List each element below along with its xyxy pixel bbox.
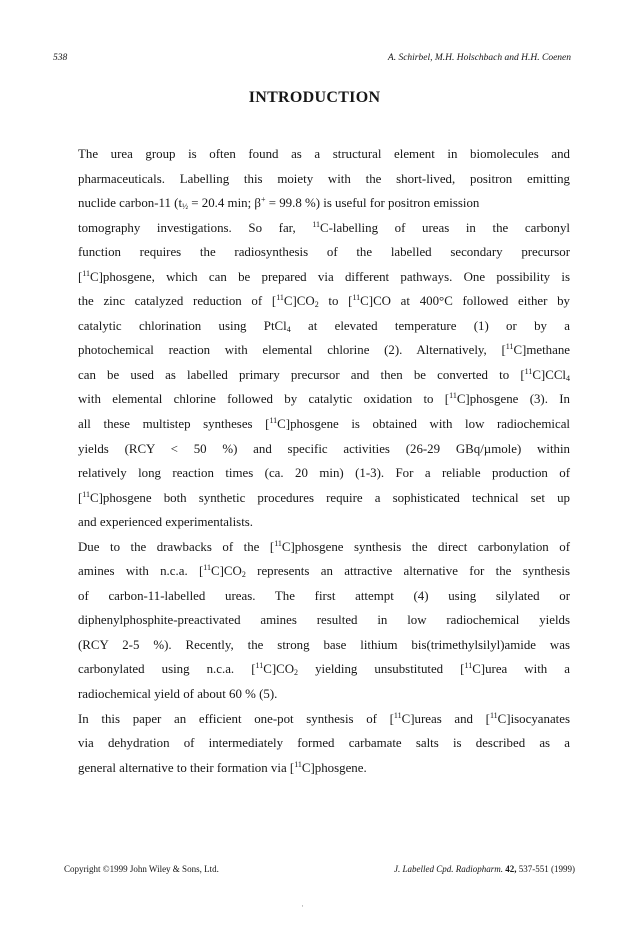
text-line — [78, 731, 570, 756]
text-run: = 20.4 min; β — [188, 196, 261, 211]
journal-name: J. Labelled Cpd. Radiopharm. — [394, 864, 503, 874]
text-run: C]phosgene, which can be prepared via different pathways. One possibility is — [90, 269, 570, 284]
text-run: tomography investigations. So far, — [78, 220, 313, 235]
text-run: C]methane — [513, 343, 570, 358]
text-run: (RCY 2-5 %). Recently, the strong base lithium bis(trimethylsilyl)amide was — [78, 637, 570, 652]
subscript: 4 — [566, 373, 570, 383]
superscript: 11 — [82, 489, 90, 499]
text-run: In this paper an efficient one-pot synthesis of [ — [78, 711, 394, 726]
text-run: C]phosgene is obtained with low radiochemical — [277, 417, 570, 432]
journal-pages: 537-551 (1999) — [518, 864, 575, 874]
text-line — [78, 363, 570, 388]
text-line — [78, 314, 570, 339]
text-line — [78, 584, 570, 609]
text-line — [78, 191, 570, 216]
text-line — [78, 486, 570, 511]
text-line — [78, 707, 570, 732]
text-run: C]CO at 400°C followed either by — [360, 294, 571, 309]
text-line — [78, 387, 570, 412]
stray-mark: · — [301, 901, 304, 911]
superscript: 11 — [255, 661, 264, 671]
text-line — [78, 559, 570, 584]
text-line — [78, 461, 570, 486]
text-line — [78, 167, 570, 192]
text-run: C]phosgene both synthetic procedures require a sophisticated technical set up — [90, 490, 570, 505]
subscript: 4 — [286, 324, 291, 334]
superscript: 11 — [274, 538, 282, 548]
text-run: [ — [78, 490, 83, 505]
text-line — [78, 437, 570, 462]
text-run: relatively long reaction times (ca. 20 min) (1-3). For a reliable production of — [78, 466, 570, 481]
text-run: pharmaceuticals. Labelling this moiety with the short-lived, positron emitting — [78, 171, 570, 186]
text-run: radiochemical yield of about 60 % (5). — [78, 687, 278, 702]
text-run: [ — [78, 269, 83, 284]
text-line — [78, 535, 570, 560]
text-run: function requires the radiosynthesis of the labelled secondary precursor — [78, 245, 570, 260]
text-run: of carbon-11-labelled ureas. The first attempt (4) using silylated or — [78, 588, 570, 603]
text-run: Due to the drawbacks of the [ — [78, 539, 275, 554]
text-run: yields (RCY < 50 %) and specific activities (26-29 GBq/µmole) within — [78, 441, 570, 456]
text-run: with elemental chlorine followed by catalytic oxidation to [ — [78, 392, 450, 407]
text-line — [78, 142, 570, 167]
text-line — [78, 510, 570, 535]
text-run: via dehydration of intermediately formed carbamate salts is described as a — [78, 736, 570, 751]
text-run: represents an attractive alternative for the synthesis — [245, 564, 570, 579]
text-run: The urea group is often found as a structural element in biomolecules and — [78, 147, 570, 161]
text-run: to [ — [318, 294, 353, 309]
superscript: 11 — [464, 661, 473, 671]
text-run: and experienced experimentalists. — [78, 515, 254, 530]
page-number: 538 — [53, 53, 68, 63]
text-run: C]CCl — [532, 367, 566, 382]
superscript: 11 — [505, 342, 514, 352]
text-line — [78, 682, 570, 707]
text-run: C]phosgene. — [301, 760, 367, 775]
subscript: 2 — [241, 570, 246, 580]
text-run: C]ureas and [ — [401, 711, 490, 726]
text-run: photochemical reaction with elemental chlorine (2). Alternatively, [ — [78, 343, 506, 358]
text-run: yielding unsubstituted [ — [298, 662, 465, 677]
text-run: carbonylated using n.c.a. [ — [78, 662, 256, 677]
text-run: diphenylphosphite-preactivated amines resulted in low radiochemical yields — [78, 613, 570, 628]
superscript: + — [260, 195, 266, 205]
superscript: 11 — [276, 293, 284, 303]
running-header-authors: A. Schirbel, M.H. Holschbach and H.H. Coenen — [387, 53, 571, 63]
text-line — [78, 216, 570, 241]
text-run: C]phosgene synthesis the direct carbonylation of — [281, 539, 570, 554]
superscript: 11 — [203, 563, 211, 573]
subscript: 2 — [314, 300, 319, 310]
text-run: the zinc catalyzed reduction of [ — [78, 294, 277, 309]
text-run: at elevated temperature (1) or by a — [290, 318, 570, 333]
journal-citation — [394, 864, 575, 874]
journal-volume: 42, — [505, 864, 517, 874]
text-run: C]phosgene (3). In — [456, 392, 570, 407]
text-line — [78, 289, 570, 314]
section-title: INTRODUCTION — [248, 89, 381, 106]
text-run: = 99.8 %) is useful for positron emission — [265, 196, 480, 211]
text-line — [78, 338, 570, 363]
text-run: C]isocyanates — [497, 711, 570, 726]
superscript: 11 — [312, 219, 321, 229]
text-line — [78, 633, 570, 658]
subscript: ½ — [182, 202, 189, 212]
text-run: C-labelling of ureas in the carbonyl — [320, 220, 570, 235]
text-line — [78, 608, 570, 633]
superscript: 11 — [352, 293, 361, 303]
text-run: can be used as labelled primary precursor and then be converted to [ — [78, 367, 525, 382]
body-text — [78, 142, 570, 780]
text-line — [78, 657, 570, 682]
text-run: C]CO — [263, 662, 295, 677]
text-line — [78, 756, 570, 781]
text-line — [78, 412, 570, 437]
superscript: 11 — [393, 710, 402, 720]
text-line — [78, 265, 570, 290]
copyright-notice: Copyright ©1999 John Wiley & Sons, Ltd. — [64, 864, 219, 874]
text-run: C]CO — [283, 294, 315, 309]
superscript: 11 — [489, 710, 498, 720]
superscript: 11 — [449, 391, 457, 401]
superscript: 11 — [294, 759, 302, 769]
superscript: 11 — [524, 366, 533, 376]
superscript: 11 — [269, 416, 278, 426]
text-run: general alternative to their formation via [ — [78, 760, 295, 775]
text-run: C]urea with a — [472, 662, 570, 677]
text-run: catalytic chlorination using PtCl — [78, 318, 287, 333]
text-run: all these multistep syntheses [ — [78, 417, 270, 432]
text-run: C]CO — [211, 564, 242, 579]
text-run: amines with n.c.a. [ — [78, 564, 204, 579]
text-run: nuclide carbon-11 (t — [78, 196, 183, 211]
superscript: 11 — [82, 268, 90, 278]
subscript: 2 — [294, 668, 299, 678]
text-line — [78, 240, 570, 265]
